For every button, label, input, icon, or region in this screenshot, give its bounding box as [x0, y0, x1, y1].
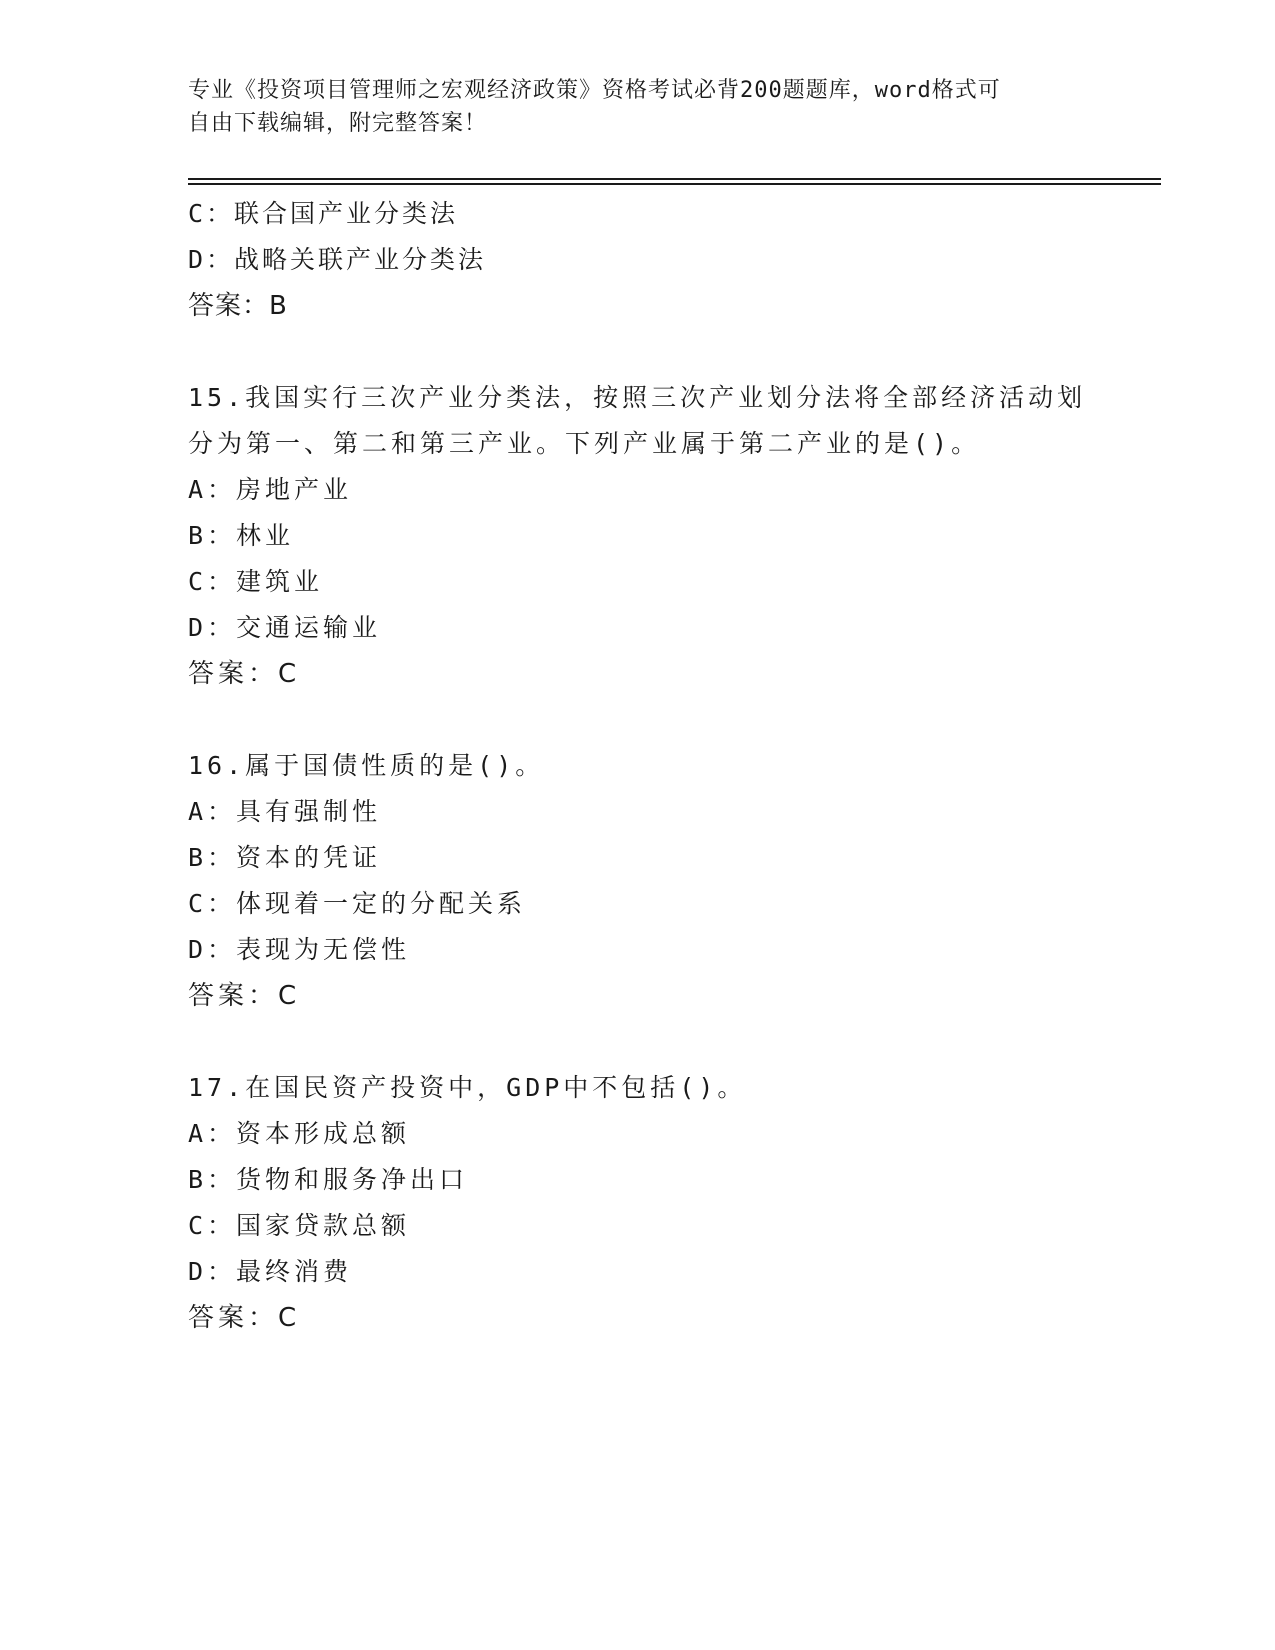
- header-line-1: 专业《投资项目管理师之宏观经济政策》资格考试必背200题题库，word格式可: [188, 78, 1001, 103]
- header-line-2: 自由下载编辑，附完整答案！: [188, 111, 488, 136]
- answer: 答案：C: [188, 659, 301, 689]
- option-b: B：资本的凭证: [188, 843, 382, 872]
- question-list: [188, 191, 1088, 1341]
- question-15: [188, 375, 1088, 697]
- option-a: A：房地产业: [188, 475, 353, 504]
- option-c: C：国家贷款总额: [188, 1211, 411, 1240]
- option-c: C：建筑业: [188, 567, 324, 596]
- document-header: [188, 74, 1068, 140]
- option-d: D：表现为无偿性: [188, 935, 411, 964]
- option-a: A：资本形成总额: [188, 1119, 411, 1148]
- question-stem-line-1: 17.在国民资产投资中，GDP中不包括()。: [188, 1073, 747, 1102]
- option-b: B：林业: [188, 521, 295, 550]
- question-16: [188, 743, 1088, 1019]
- question-stem-line-2: 分为第一、第二和第三产业。下列产业属于第二产业的是()。: [188, 429, 981, 458]
- answer: 答案：C: [188, 981, 301, 1011]
- option-c: C：联合国产业分类法: [188, 199, 459, 228]
- previous-question-tail: [188, 191, 1088, 329]
- option-c: C：体现着一定的分配关系: [188, 889, 527, 918]
- header-rule-bottom: [188, 183, 1161, 185]
- answer: 答案：B: [188, 291, 288, 321]
- question-stem-line-1: 15.我国实行三次产业分类法，按照三次产业划分法将全部经济活动划: [188, 383, 1087, 412]
- question-stem-line-1: 16.属于国债性质的是()。: [188, 751, 545, 780]
- answer: 答案：C: [188, 1303, 301, 1333]
- option-a: A：具有强制性: [188, 797, 382, 826]
- header-rule-top: [188, 178, 1161, 180]
- option-d: D：最终消费: [188, 1257, 353, 1286]
- option-d: D：战略关联产业分类法: [188, 245, 487, 274]
- question-17: [188, 1065, 1088, 1341]
- option-b: B：货物和服务净出口: [188, 1165, 469, 1194]
- option-d: D：交通运输业: [188, 613, 382, 642]
